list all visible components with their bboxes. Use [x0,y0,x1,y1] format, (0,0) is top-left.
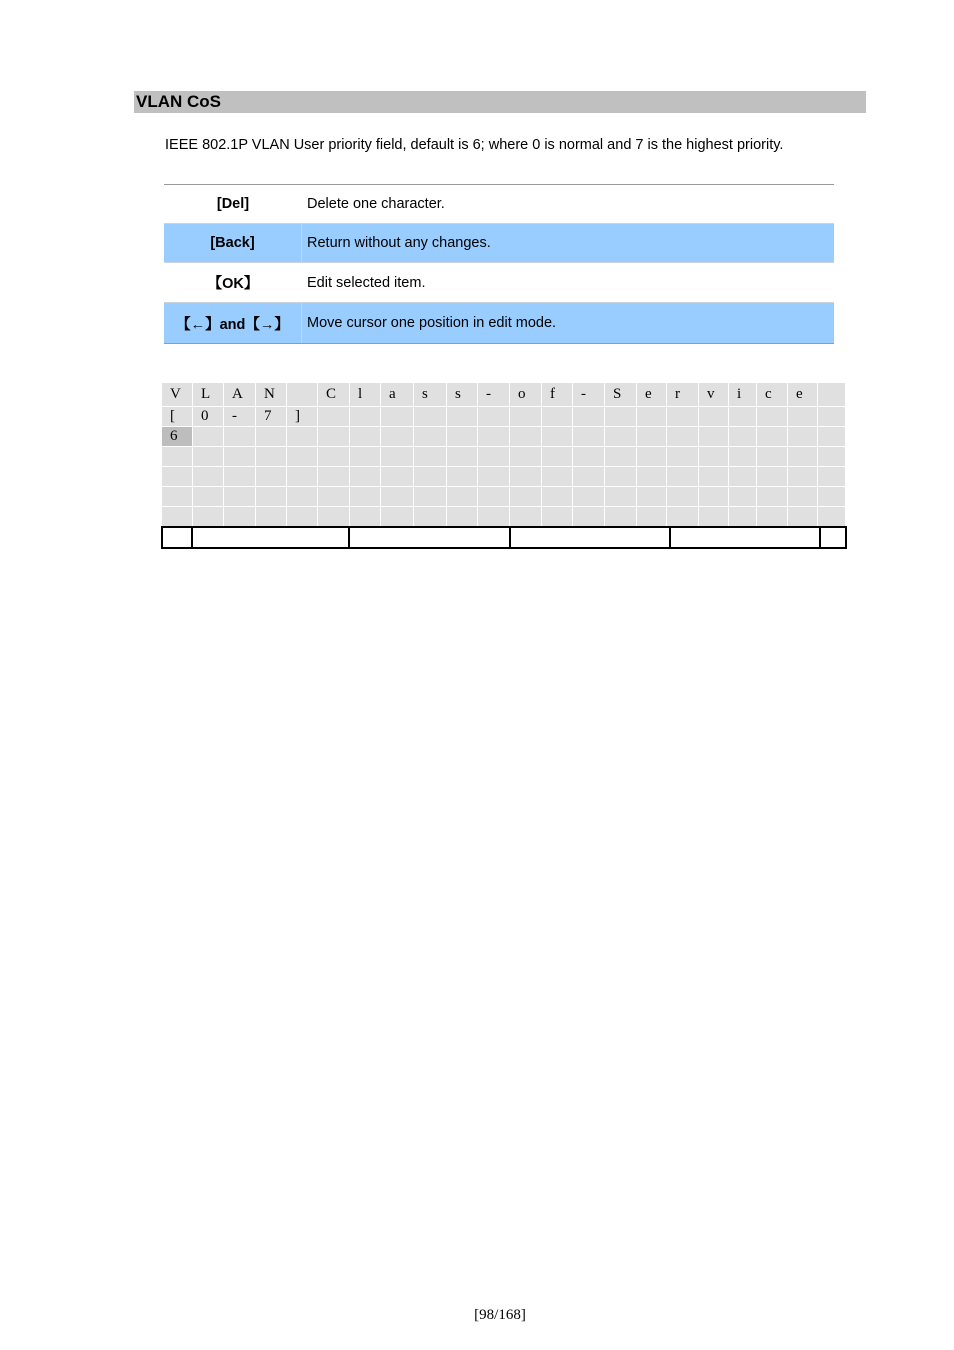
soft-key-2[interactable] [350,528,511,547]
lcd-cell [605,487,637,507]
lcd-cell [818,447,846,467]
lcd-cell [162,447,193,467]
lcd-cell [542,467,573,487]
lcd-cell [818,407,846,427]
lcd-cell: L [193,383,224,407]
lcd-cell [637,427,667,447]
lcd-cell [573,507,605,527]
lcd-cell [510,407,542,427]
lcd-cell [193,507,224,527]
lcd-cell [699,427,729,447]
description-text: IEEE 802.1P VLAN User priority field, default is 6; where 0 is normal and 7 is the highest priority. [165,137,784,153]
lcd-cell [788,407,818,427]
lcd-cell [381,467,414,487]
lcd-cell [447,427,478,447]
lcd-cell [542,407,573,427]
lcd-cell [757,427,788,447]
lcd-cell [318,467,350,487]
key-row-del [164,185,834,223]
lcd-cell: [ [162,407,193,427]
lcd-cell [729,447,757,467]
lcd-screen [161,382,846,527]
lcd-cell [667,407,699,427]
lcd-cell [447,407,478,427]
lcd-cell [510,487,542,507]
lcd-cell [729,507,757,527]
lcd-cell [414,487,447,507]
lcd-cell [605,407,637,427]
lcd-cell [542,447,573,467]
lcd-cell [699,507,729,527]
lcd-cell [318,407,350,427]
lcd-cell [318,507,350,527]
lcd-cell: a [381,383,414,407]
lcd-cell [699,407,729,427]
lcd-cell [224,427,256,447]
key-del-desc: Delete one character. [307,196,445,212]
lcd-cell: S [605,383,637,407]
lcd-cell: v [699,383,729,407]
lcd-cell [318,447,350,467]
lcd-cell [573,487,605,507]
key-arrows-label: 【←】and【→】 [164,303,302,343]
lcd-row [162,447,846,467]
lcd-cell [224,507,256,527]
lcd-cell: o [510,383,542,407]
lcd-cell [818,487,846,507]
section-title: VLAN CoS [134,91,866,113]
lcd-cell [318,487,350,507]
lcd-cell [573,407,605,427]
lcd-cell [478,447,510,467]
lcd-cell: C [318,383,350,407]
key-row-arrows [164,302,834,344]
key-row-ok [164,263,834,302]
soft-key-bar [161,526,847,549]
lcd-cell [287,427,318,447]
lcd-cell [818,427,846,447]
lcd-cell [667,427,699,447]
lcd-cell [729,487,757,507]
lcd-cell [605,467,637,487]
lcd-cell [381,427,414,447]
lcd-cell [350,487,381,507]
lcd-cell: A [224,383,256,407]
lcd-cell [381,407,414,427]
lcd-cell [667,467,699,487]
lcd-cell [637,487,667,507]
lcd-cell [605,447,637,467]
lcd-cell [193,427,224,447]
lcd-cell [637,447,667,467]
lcd-grid [161,382,846,527]
lcd-cell [699,487,729,507]
lcd-cell [788,467,818,487]
soft-key-3[interactable] [511,528,671,547]
lcd-cell [287,383,318,407]
lcd-cell [729,407,757,427]
lcd-cell [637,507,667,527]
lcd-cell [381,487,414,507]
lcd-cell [510,507,542,527]
lcd-cell [699,467,729,487]
lcd-row [162,427,846,447]
lcd-row [162,383,846,407]
lcd-cell [637,467,667,487]
lcd-selected-value[interactable]: 6 [162,427,193,447]
lcd-cell: e [788,383,818,407]
lcd-cell [788,487,818,507]
lcd-cell [757,467,788,487]
soft-key-blank-right[interactable] [821,528,845,547]
lcd-cell [350,507,381,527]
lcd-cell [818,383,846,407]
lcd-cell [478,467,510,487]
lcd-cell [667,507,699,527]
lcd-cell [510,427,542,447]
lcd-cell [414,467,447,487]
lcd-cell [818,507,846,527]
lcd-cell: c [757,383,788,407]
key-arrows-desc: Move cursor one position in edit mode. [307,315,557,331]
lcd-row [162,507,846,527]
lcd-cell [478,487,510,507]
lcd-cell [573,467,605,487]
lcd-cell: - [478,383,510,407]
lcd-cell: e [637,383,667,407]
lcd-cell [350,467,381,487]
lcd-cell: N [256,383,287,407]
lcd-cell [478,507,510,527]
lcd-cell [729,427,757,447]
lcd-cell [287,467,318,487]
lcd-cell [699,447,729,467]
lcd-cell [788,507,818,527]
soft-key-blank-left[interactable] [163,528,193,547]
lcd-cell: l [350,383,381,407]
lcd-cell [605,427,637,447]
key-ok-label: 【OK】 [207,276,259,292]
lcd-cell [478,427,510,447]
lcd-cell [667,447,699,467]
lcd-cell [224,447,256,467]
lcd-cell [729,467,757,487]
lcd-cell [542,427,573,447]
page-number: [98/168] [474,1307,526,1323]
lcd-cell [573,447,605,467]
lcd-cell: f [542,383,573,407]
lcd-cell [667,487,699,507]
lcd-cell: 0 [193,407,224,427]
lcd-cell [447,507,478,527]
lcd-cell [381,447,414,467]
lcd-cell [447,487,478,507]
lcd-cell [318,427,350,447]
lcd-cell [788,427,818,447]
lcd-cell [757,507,788,527]
lcd-cell [757,407,788,427]
lcd-cell [542,487,573,507]
lcd-cell [757,487,788,507]
lcd-cell: ] [287,407,318,427]
lcd-cell: r [667,383,699,407]
lcd-cell [256,447,287,467]
lcd-cell: - [573,383,605,407]
lcd-cell [256,427,287,447]
lcd-cell [637,407,667,427]
lcd-cell [350,447,381,467]
lcd-cell [414,407,447,427]
lcd-cell: V [162,383,193,407]
lcd-cell [478,407,510,427]
lcd-cell [256,487,287,507]
lcd-cell [256,467,287,487]
lcd-cell: i [729,383,757,407]
lcd-cell: s [414,383,447,407]
soft-key-4[interactable] [671,528,821,547]
lcd-cell [193,447,224,467]
lcd-row [162,407,846,427]
lcd-cell [350,407,381,427]
lcd-cell [256,507,287,527]
lcd-cell [193,487,224,507]
lcd-cell [287,447,318,467]
lcd-cell [381,507,414,527]
key-help-table [164,184,834,344]
lcd-cell [224,467,256,487]
key-row-back [164,223,834,263]
lcd-cell [818,467,846,487]
lcd-cell [162,507,193,527]
key-del-label: [Del] [216,196,250,212]
lcd-cell [447,467,478,487]
lcd-cell [414,507,447,527]
lcd-cell [224,487,256,507]
lcd-cell [350,427,381,447]
lcd-cell [757,447,788,467]
lcd-cell [287,507,318,527]
lcd-row [162,467,846,487]
key-back-desc: Return without any changes. [307,235,491,251]
lcd-cell: s [447,383,478,407]
lcd-cell [414,447,447,467]
lcd-cell: - [224,407,256,427]
lcd-cell [542,507,573,527]
lcd-cell [414,427,447,447]
lcd-cell [510,447,542,467]
lcd-cell [605,507,637,527]
lcd-cell [573,427,605,447]
lcd-row [162,487,846,507]
key-ok-desc: Edit selected item. [307,274,426,291]
key-back-label: [Back] [164,224,302,262]
lcd-cell [287,487,318,507]
lcd-cell [447,447,478,467]
lcd-cell [510,467,542,487]
lcd-cell [193,467,224,487]
lcd-cell [162,487,193,507]
lcd-cell [162,467,193,487]
soft-key-1[interactable] [193,528,350,547]
lcd-cell [788,447,818,467]
lcd-cell: 7 [256,407,287,427]
